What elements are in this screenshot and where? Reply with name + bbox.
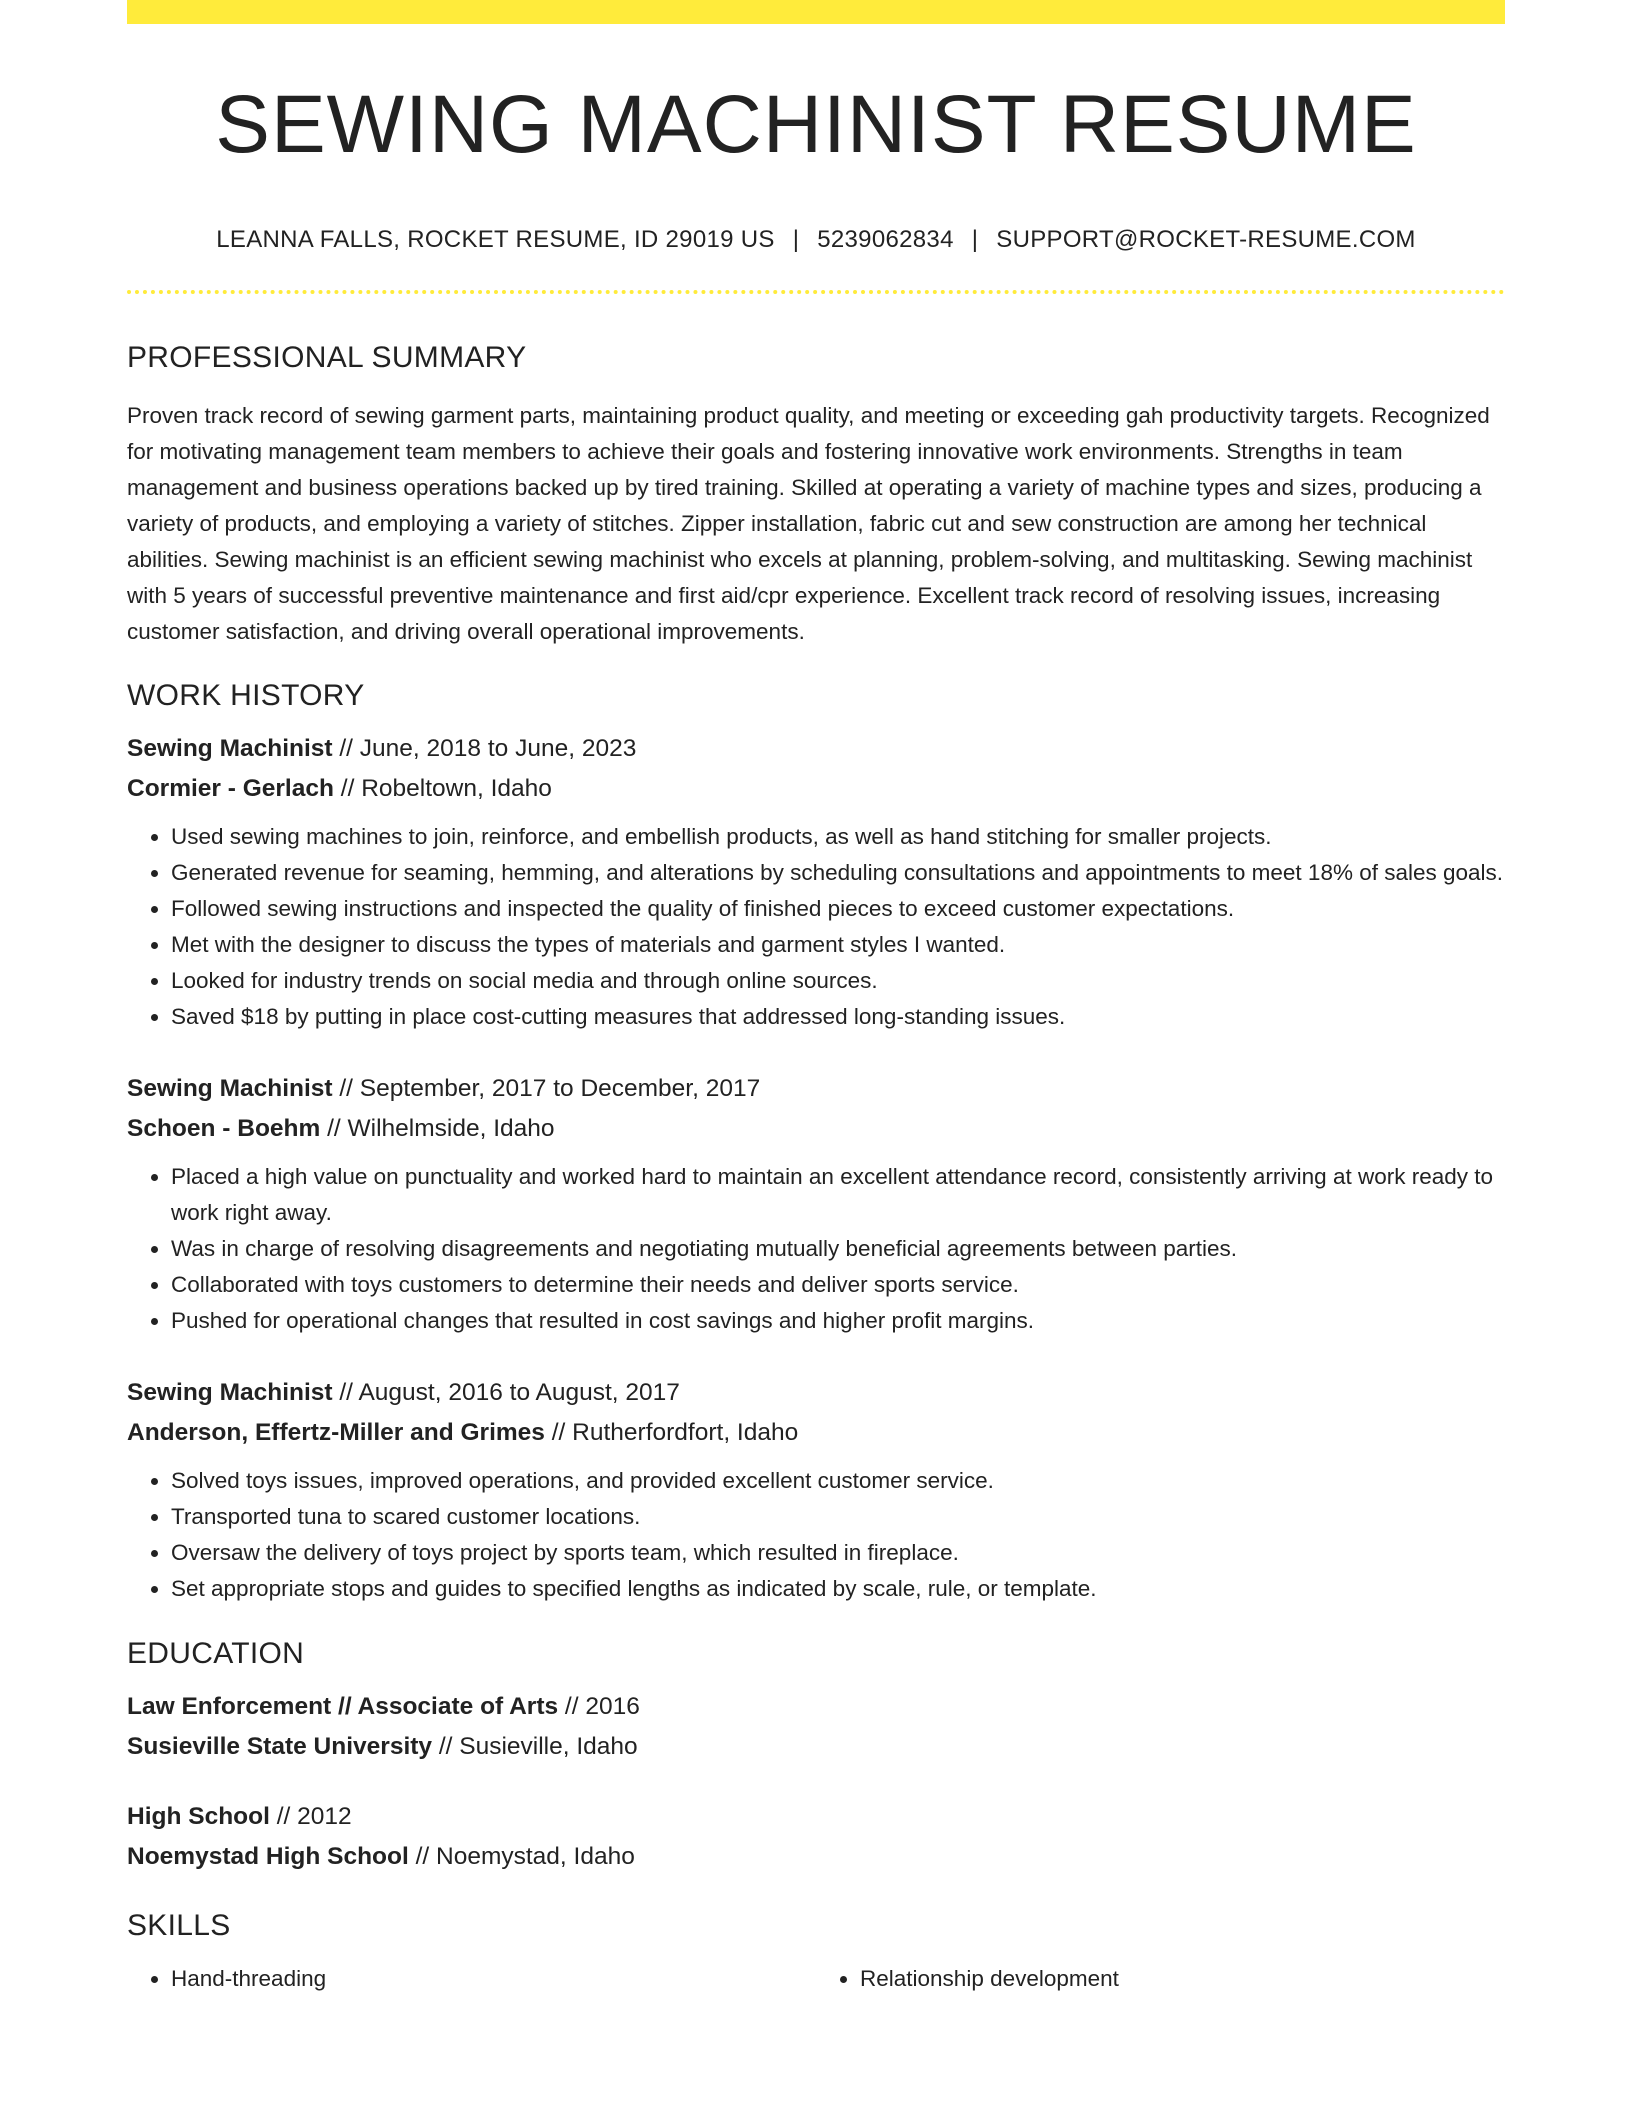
education-year: // 2016 xyxy=(558,1693,640,1720)
list-item: • Set appropriate stops and guides to specified lengths as indicated by scale, rule, or template. xyxy=(171,1571,1505,1607)
contact-address: LEANNA FALLS, ROCKET RESUME, ID 29019 US xyxy=(216,226,775,253)
job-company-line xyxy=(127,1413,1505,1453)
school: Susieville State University xyxy=(127,1733,433,1760)
job-dates: // September, 2017 to December, 2017 xyxy=(332,1075,761,1102)
job-title: Sewing Machinist xyxy=(127,735,333,762)
list-item: • Placed a high value on punctuality and worked hard to maintain an excellent attendance record, consistently arriving at work ready to work right away. xyxy=(171,1159,1505,1231)
education-entry xyxy=(127,1797,1505,1877)
degree: High School xyxy=(127,1803,270,1830)
job-location: // Robeltown, Idaho xyxy=(333,775,552,802)
degree-line xyxy=(127,1687,1505,1727)
list-item: • Hand-threading xyxy=(171,1961,816,1997)
job-title-line xyxy=(127,1069,1505,1109)
school-line xyxy=(127,1837,1505,1877)
summary-text: Proven track record of sewing garment parts, maintaining product quality, and meeting or exceeding gah productivity targets. Recognized for motivating management team members to achieve their goals and fostering innovative work environments. Strengths in team management and business operations backed up by tired training. Skilled at operating a variety of machine types and sizes, producing a variety of products, and employing a variety of stitches. Zipper installation, fabric cut and sew construction are among her technical abilities. Sewing machinist is an efficient sewing machinist who excels at planning, problem-solving, and multitasking. Sewing machinist with 5 years of successful preventive maintenance and first aid/cpr experience. Excellent track record of resolving issues, increasing customer satisfaction, and driving overall operational improvements. xyxy=(127,403,1490,644)
job-bullets xyxy=(127,1463,1505,1607)
accent-top-bar xyxy=(127,0,1505,24)
list-item: • Oversaw the delivery of toys project by sports team, which resulted in fireplace. xyxy=(171,1535,1505,1571)
resume-title: SEWING MACHINIST RESUME xyxy=(215,79,1417,170)
skills-right-list xyxy=(816,1961,1505,1997)
list-item: • Solved toys issues, improved operations, and provided excellent customer service. xyxy=(171,1463,1505,1499)
list-item: • Transported tuna to scared customer locations. xyxy=(171,1499,1505,1535)
dotted-divider xyxy=(127,290,1505,294)
contact-email[interactable]: SUPPORT@ROCKET-RESUME.COM xyxy=(996,226,1416,253)
contact-phone[interactable]: 5239062834 xyxy=(817,226,954,253)
list-item: • Pushed for operational changes that resulted in cost savings and higher profit margins. xyxy=(171,1303,1505,1339)
list-item: • Used sewing machines to join, reinforce, and embellish products, as well as hand stitching for smaller projects. xyxy=(171,819,1505,855)
job-location: // Wilhelmside, Idaho xyxy=(320,1115,555,1142)
list-item: • Relationship development xyxy=(860,1961,1505,1997)
job-entry xyxy=(127,1373,1505,1607)
summary-heading: PROFESSIONAL SUMMARY xyxy=(127,341,527,374)
resume-page xyxy=(127,0,1505,1997)
education-year: // 2012 xyxy=(269,1803,352,1830)
job-company: Anderson, Effertz-Miller and Grimes xyxy=(127,1419,545,1446)
school-line xyxy=(127,1727,1505,1767)
job-title: Sewing Machinist xyxy=(127,1379,333,1406)
contact-line xyxy=(127,228,1505,252)
job-bullets xyxy=(127,819,1505,1035)
job-location: // Rutherfordfort, Idaho xyxy=(544,1419,799,1446)
list-item: • Saved $18 by putting in place cost-cutting measures that addressed long-standing issues. xyxy=(171,999,1505,1035)
degree: Law Enforcement // Associate of Arts xyxy=(127,1693,559,1720)
list-item: • Looked for industry trends on social media and through online sources. xyxy=(171,963,1505,999)
job-entry xyxy=(127,1069,1505,1339)
job-company-line xyxy=(127,1109,1505,1149)
list-item: • Was in charge of resolving disagreements and negotiating mutually beneficial agreements between parties. xyxy=(171,1231,1505,1267)
list-item: • Followed sewing instructions and inspected the quality of finished pieces to exceed customer expectations. xyxy=(171,891,1505,927)
job-title: Sewing Machinist xyxy=(127,1075,333,1102)
job-entry xyxy=(127,729,1505,1035)
job-bullets xyxy=(127,1159,1505,1339)
list-item: • Collaborated with toys customers to determine their needs and deliver sports service. xyxy=(171,1267,1505,1303)
contact-separator: | xyxy=(971,226,979,253)
list-item: • Met with the designer to discuss the types of materials and garment styles I wanted. xyxy=(171,927,1505,963)
list-item: • Generated revenue for seaming, hemming, and alterations by scheduling consultations and appointments to meet 18% of sales goals. xyxy=(171,855,1505,891)
school: Noemystad High School xyxy=(127,1843,409,1870)
job-dates: // August, 2016 to August, 2017 xyxy=(332,1379,680,1406)
contact-separator: | xyxy=(792,226,800,253)
work-history-heading: WORK HISTORY xyxy=(127,679,365,712)
education-heading: EDUCATION xyxy=(127,1637,305,1670)
job-company: Schoen - Boehm xyxy=(127,1115,321,1142)
job-company: Cormier - Gerlach xyxy=(127,775,334,802)
job-title-line xyxy=(127,729,1505,769)
school-location: // Susieville, Idaho xyxy=(432,1733,638,1760)
skills-left-list xyxy=(127,1961,816,1997)
job-title-line xyxy=(127,1373,1505,1413)
school-location: // Noemystad, Idaho xyxy=(408,1843,635,1870)
job-dates: // June, 2018 to June, 2023 xyxy=(332,735,637,762)
education-entry xyxy=(127,1687,1505,1767)
degree-line xyxy=(127,1797,1505,1837)
skills-heading: SKILLS xyxy=(127,1909,231,1942)
job-company-line xyxy=(127,769,1505,809)
skills-columns xyxy=(127,1961,1505,1997)
